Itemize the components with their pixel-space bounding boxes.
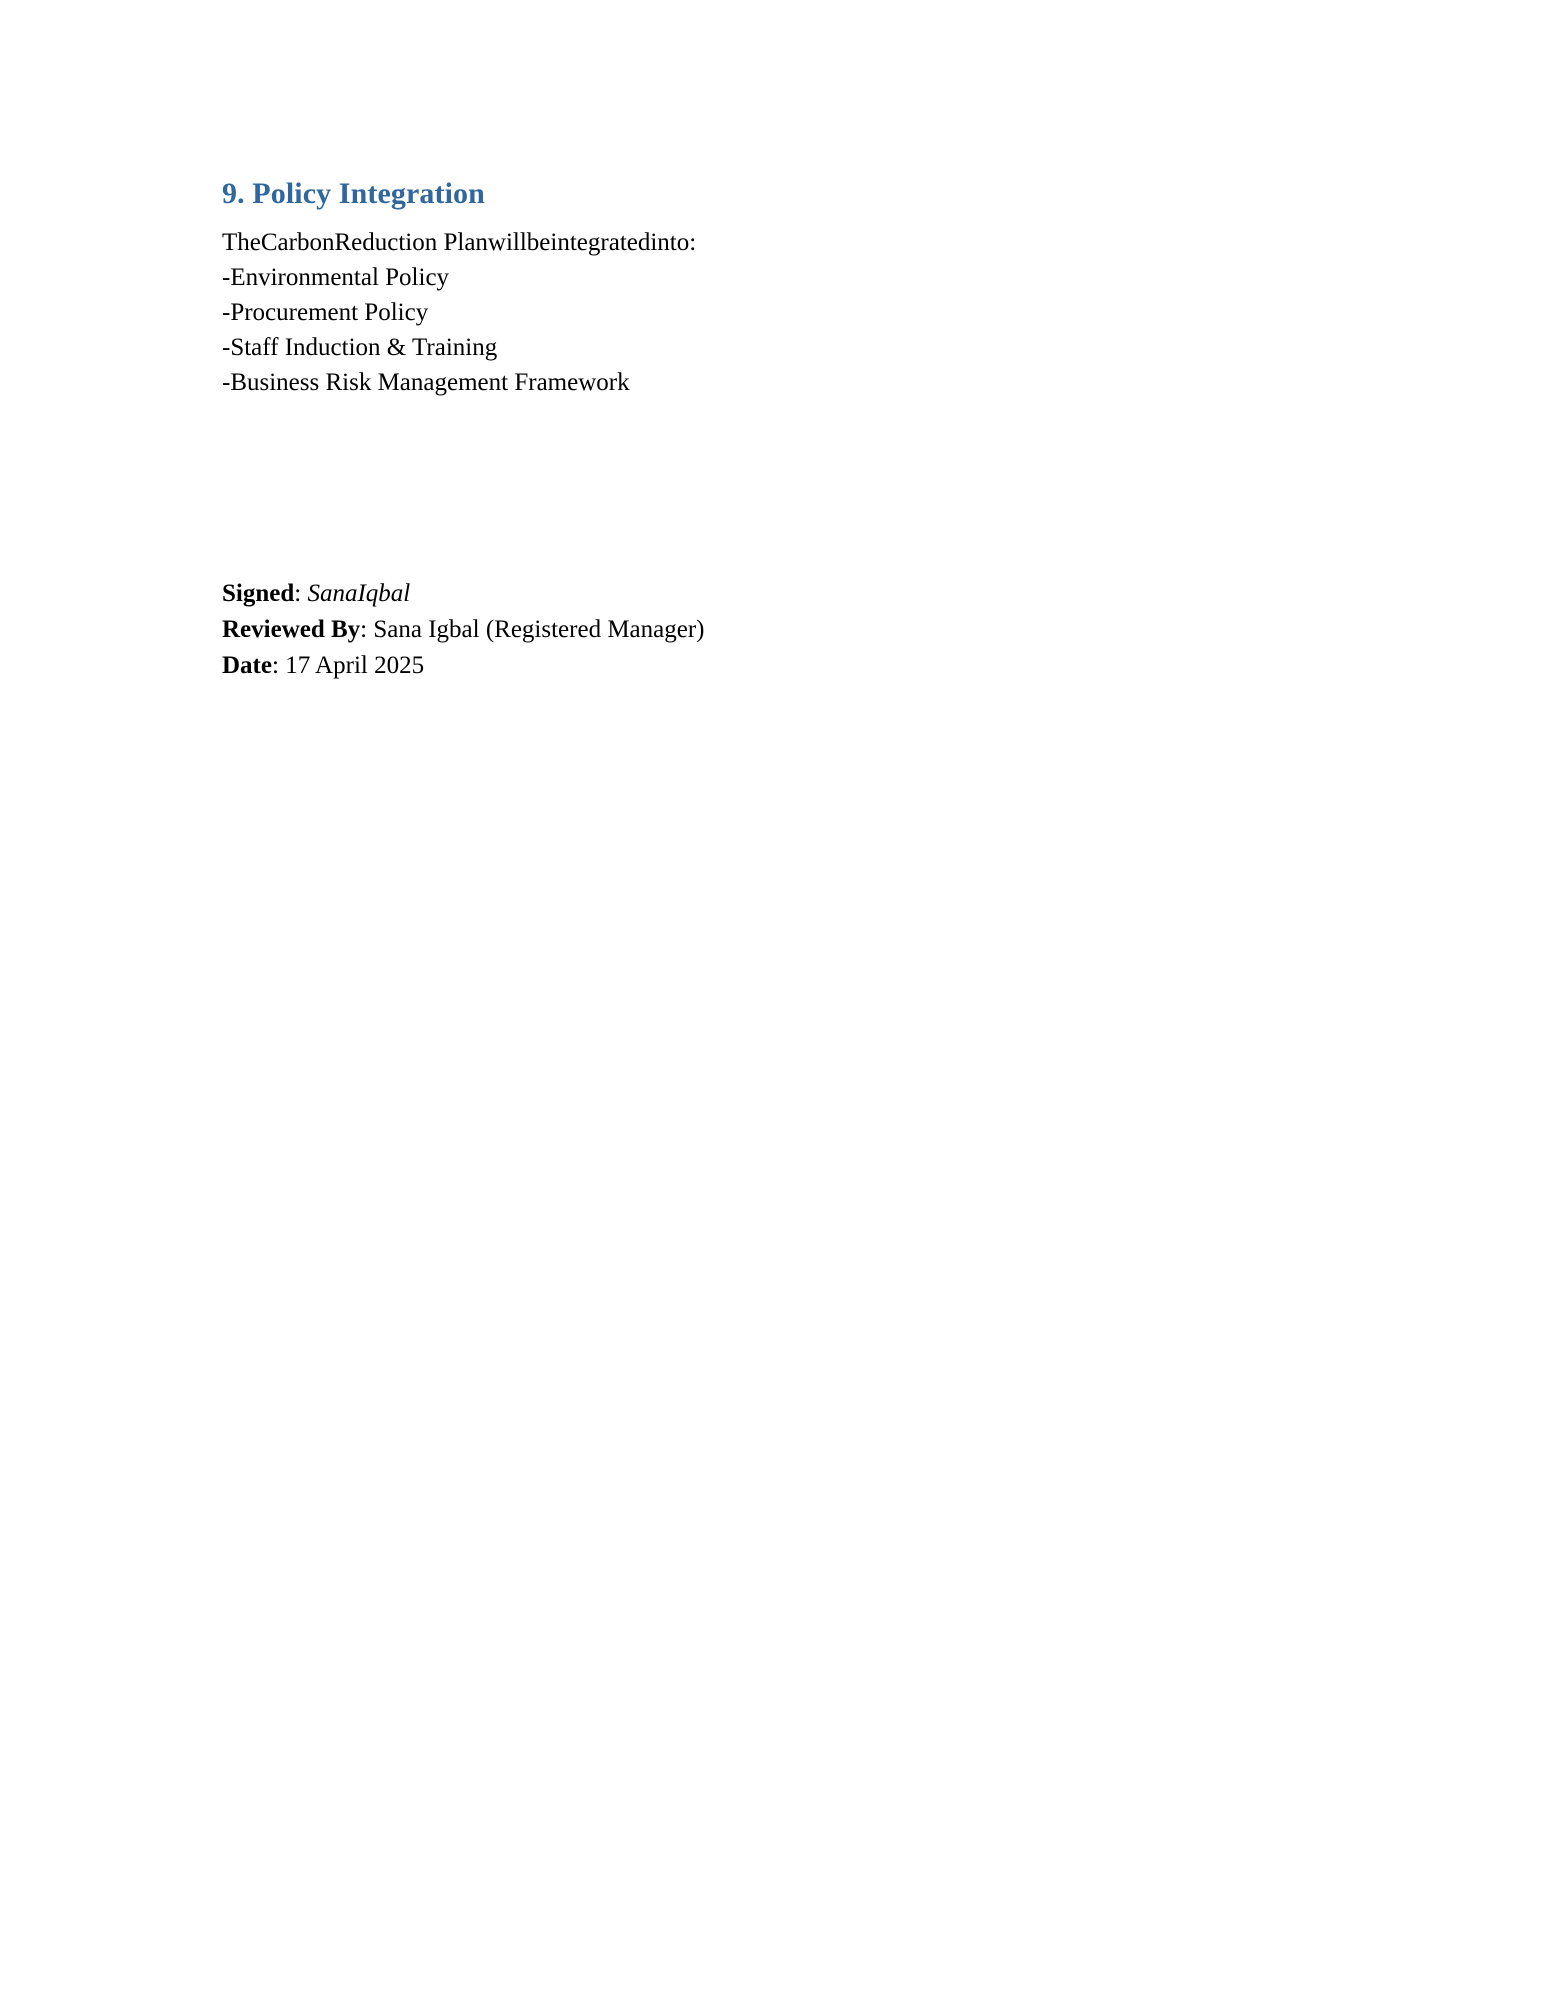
policy-list (222, 260, 1342, 400)
signed-label: Signed (222, 579, 295, 607)
signed-separator: : (294, 579, 308, 607)
list-item: -Staff Induction & Training (222, 333, 498, 361)
vertical-spacer (222, 400, 1342, 576)
date-label: Date (222, 651, 272, 679)
reviewed-by-label: Reviewed By (222, 615, 361, 643)
list-item: -Business Risk Management Framework (222, 368, 630, 396)
date-row (222, 648, 1342, 684)
page-title: 9. Policy Integration (222, 177, 485, 210)
reviewed-by-row (222, 612, 1342, 648)
document-content (222, 175, 1342, 684)
sign-off-block (222, 576, 1342, 684)
date-value: 17 April 2025 (285, 651, 425, 679)
section-intro-text: TheCarbonReduction Planwillbeintegratedinto: (222, 228, 697, 256)
signed-row (222, 576, 1342, 612)
reviewed-by-value: Sana Igbal (Registered Manager) (373, 615, 705, 643)
reviewed-by-separator: : (360, 615, 374, 643)
signature-value: SanaIqbal (307, 579, 411, 607)
list-item: -Procurement Policy (222, 298, 429, 326)
date-separator: : (271, 651, 286, 679)
list-item: -Environmental Policy (222, 263, 450, 291)
